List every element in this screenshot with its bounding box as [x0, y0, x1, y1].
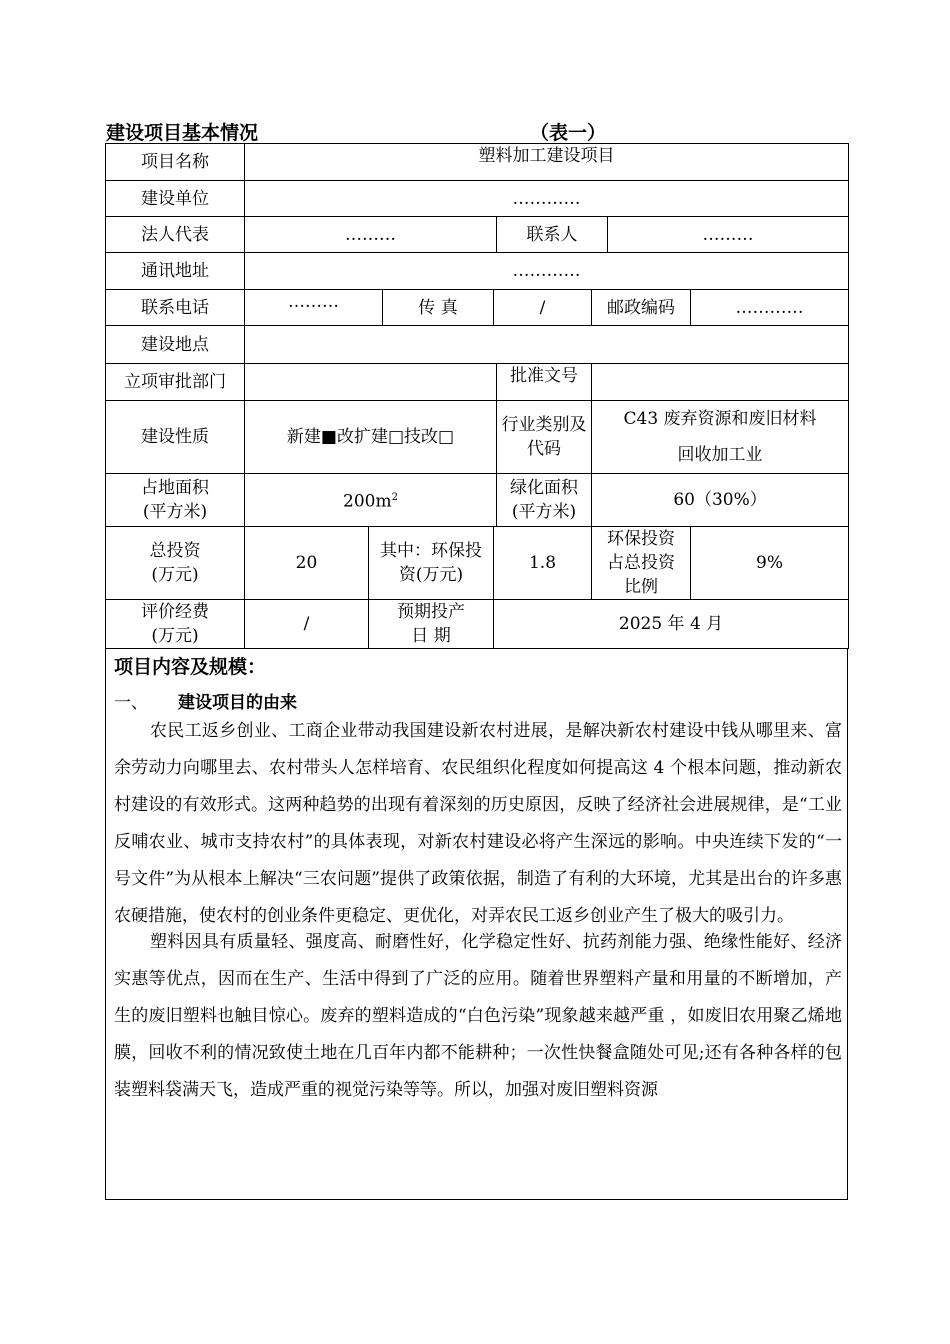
- table-number: （表一）: [530, 122, 607, 144]
- land-area-value: $200m^2$: [245, 474, 497, 527]
- table-row: [106, 181, 849, 217]
- approval-dept-value: [245, 364, 497, 401]
- builder-label: 建设单位: [106, 181, 245, 217]
- postcode-value: …………: [691, 290, 849, 326]
- contact-label: 联系人: [497, 217, 608, 253]
- total-invest-label: 总投资 (万元): [106, 527, 245, 600]
- approval-dept-label: 立项审批部门: [106, 364, 245, 401]
- site-value: [245, 326, 849, 364]
- env-ratio-label: 环保投资 占总投资 比例: [592, 527, 691, 600]
- project-info-table: [105, 143, 849, 649]
- legal-rep-value: ………: [245, 217, 497, 253]
- phone-label: 联系电话: [106, 290, 245, 326]
- eval-fee-value: /: [245, 600, 369, 649]
- table-row: [106, 217, 849, 253]
- green-area-label: 绿化面积 (平方米): [497, 474, 592, 527]
- eval-fee-label: 评价经费 (万元): [106, 600, 245, 649]
- project-name-label: 项目名称: [106, 144, 245, 181]
- subsection-heading: [114, 688, 297, 713]
- table-row: [106, 326, 849, 364]
- phone-value: ………: [245, 290, 383, 326]
- nature-label: 建设性质: [106, 401, 245, 474]
- table-row: [106, 253, 849, 290]
- subsection-title: 建设项目的由来: [178, 693, 297, 713]
- operation-date-label: 预期投产 日 期: [369, 600, 494, 649]
- contact-value: ………: [608, 217, 849, 253]
- industry-value: C43 废弃资源和废旧材料 回收加工业: [592, 401, 849, 474]
- approval-no-label: 批准文号: [497, 364, 592, 401]
- postcode-label: 邮政编码: [592, 290, 691, 326]
- table-row: [106, 401, 849, 474]
- operation-date-value: 2025 年 4 月: [494, 600, 849, 649]
- project-content-section: [105, 648, 848, 1200]
- env-invest-value: 1.8: [494, 527, 592, 600]
- table-row: [106, 364, 849, 401]
- total-invest-value: 20: [245, 527, 369, 600]
- project-name-value: 塑料加工建设项目: [245, 144, 849, 181]
- legal-rep-label: 法人代表: [106, 217, 245, 253]
- section-title: 项目内容及规模：: [114, 656, 267, 678]
- table-row: [106, 474, 849, 527]
- env-ratio-value: 9%: [691, 527, 849, 600]
- site-label: 建设地点: [106, 326, 245, 364]
- table-row: [106, 600, 849, 649]
- fax-label: 传 真: [383, 290, 494, 326]
- approval-no-value: [592, 364, 849, 401]
- page-header: [106, 118, 848, 144]
- fax-value: /: [494, 290, 592, 326]
- paragraph-plastics: 塑料因具有质量轻、强度高、耐磨性好，化学稳定性好、抗药剂能力强、绝缘性能好、经济实惠等优点，因而在生产、生活中得到了广泛的应用。随着世界塑料产量和用量的不断增加，产生的废旧塑料也触目惊心。废弃的塑料造成的“白色污染”现象越来越严重 ，如废旧农用聚乙烯地膜，回收不利的情况致使土地在几百年内都不能耕种；一次性快餐盒随处可见;还有各种各样的包装塑料袋满天飞，造成严重的视觉污染等等。所以，加强对废旧塑料资源: [114, 932, 842, 1100]
- green-area-value: 60（30%）: [592, 474, 849, 527]
- table-row: [106, 527, 849, 600]
- address-value: …………: [245, 253, 849, 290]
- table-row: [106, 144, 849, 181]
- builder-value: …………: [245, 181, 849, 217]
- table-row: [106, 290, 849, 326]
- land-area-label: 占地面积 (平方米): [106, 474, 245, 527]
- industry-label: 行业类别及代码: [497, 401, 592, 474]
- paragraph-origin: 农民工返乡创业、工商企业带动我国建设新农村进展，是解决新农村建设中钱从哪里来、富余劳动力向哪里去、农村带头人怎样培育、农民组织化程度如何提高这 4 个根本问题，推动新农村建设的有效形式。这两种趋势的出现有着深刻的历史原因，反映了经济社会进展规律，是“工业反哺农业、城市支持农村”的具体表现，对新农村建设必将产生深远的影响。中央连续下发的“一号文件”为从根本上解决“三农问题”提供了政策依据，制造了有利的大环境，尤其是出台的许多惠农硬措施，使农村的创业条件更稳定、更优化，对弄农民工返乡创业产生了极大的吸引力。: [114, 721, 842, 926]
- env-invest-label: 其中：环保投 资(万元): [369, 527, 494, 600]
- nature-value: 新建■改扩建□技改□: [245, 401, 497, 474]
- address-label: 通讯地址: [106, 253, 245, 290]
- page-title: 建设项目基本情况: [106, 122, 259, 144]
- subsection-number: 一、: [114, 693, 148, 713]
